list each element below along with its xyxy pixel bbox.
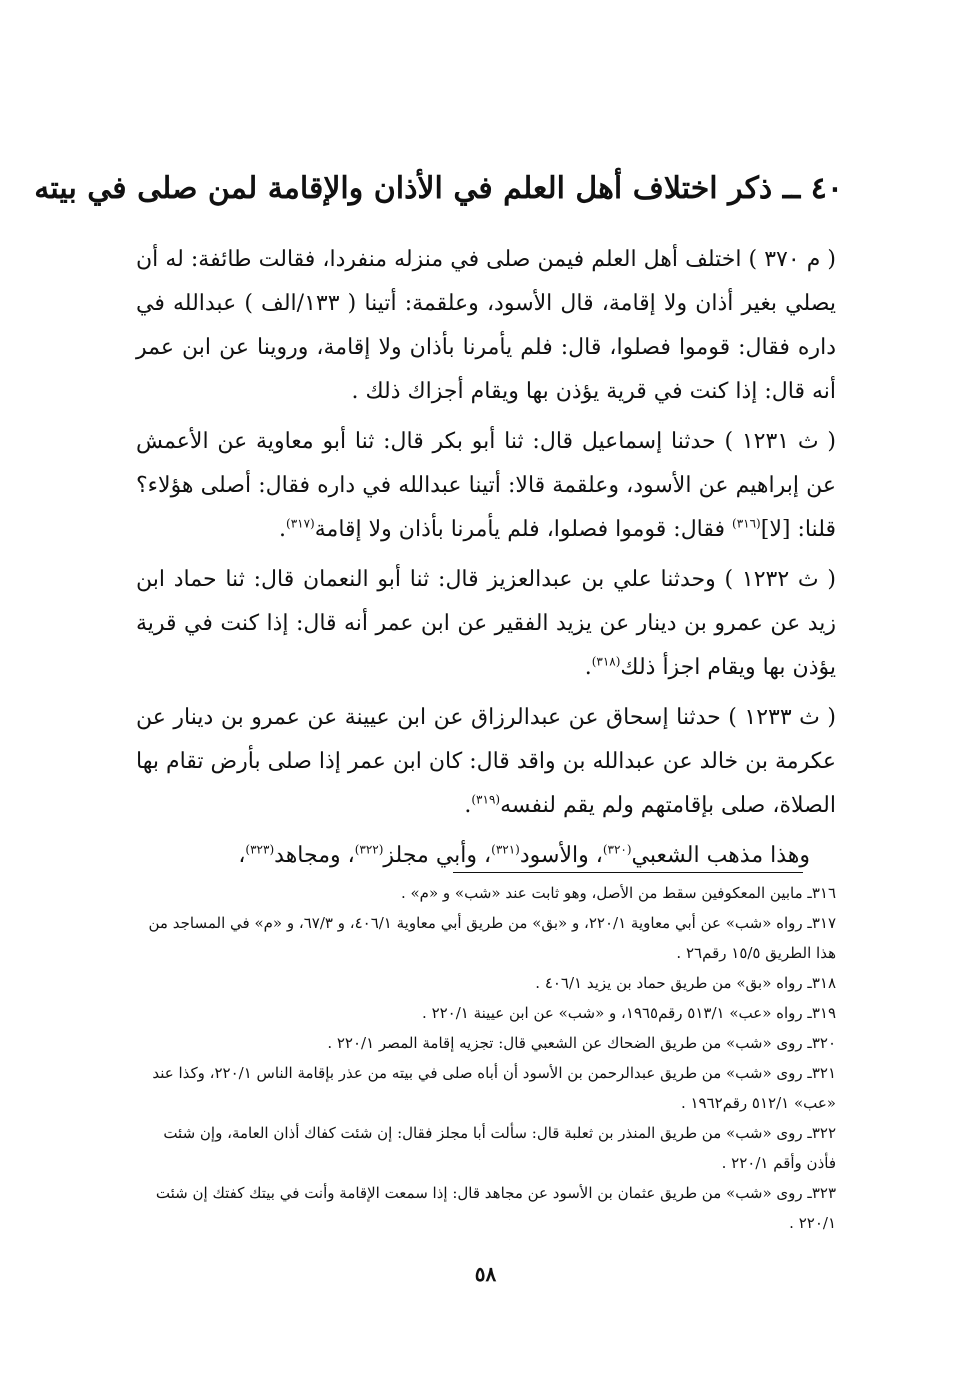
main-text (136, 238, 836, 884)
footnote-ref-319: (٣١٩) (471, 792, 501, 807)
paragraph-4-end: . (464, 793, 472, 818)
paragraph-5-c: ، وأبي مجلز (383, 843, 492, 868)
paragraph-4 (136, 696, 836, 828)
paragraph-5-b: ، والأسود (519, 843, 603, 868)
footnote-321: ٣٢١ـ روى «شب» من طريق عبدالرحمن بن الأسود أن أباه صلى في بيته من عذر بإقامة الناس ٢٢٠/١، وكذا عند «عب» ٥١٢/١ رقم١٩٦٢ . (152, 1064, 836, 1112)
paragraph-2 (136, 420, 836, 552)
footnote-322: ٣٢٢ـ روى «شب» من طريق المنذر بن ثعلبة قال: سألت أبا مجلز فقال: إن شئت كفاك أذان العامة، وإن شئت فأذن وأقم ٢٢٠/١ . (163, 1124, 836, 1172)
footnote-ref-317: (٣١٧) (286, 516, 315, 531)
paragraph-2-text-b: فقال: قوموا فصلوا، فلم يأمرنا بأذان ولا إقامة (314, 517, 733, 542)
footnote-ref-318: (٣١٨) (591, 654, 621, 669)
paragraph-5-a: وهذا مذهب الشعبي (631, 843, 810, 868)
footnote-ref-316: (٣١٦) (732, 516, 761, 531)
footnote-ref-321: (٣٢١) (491, 842, 520, 857)
paragraph-4-text: ( ث ١٢٣٣ ) حدثنا إسحاق عن عبدالرزاق عن ابن عيينة عن عمرو بن دينار عن عكرمة بن خالد عن عبدالله بن واقد قال: كان ابن عمر إذا صلى بأرض تقام بها الصلاة، صلى بإقامتهم ولم يقم لنفسه (136, 705, 836, 818)
footnote-ref-322: (٣٢٢) (354, 842, 384, 857)
footnote-319: ٣١٩ـ رواه «عب» ٥١٣/١ رقم١٩٦٥، و «شب» عن ابن عيينة ٢٢٠/١ . (422, 1004, 836, 1022)
page-number: ٥٨ (474, 1262, 497, 1286)
footnote-317: ٣١٧ـ رواه «شب» عن أبي معاوية ٢٢٠/١، و «بق» من طريق أبي معاوية ٤٠٦/١، و ٦٧/٣، و «م» في المساجد من هذا الطريق ١٥/٥ رقم٢٦ . (148, 914, 836, 962)
paragraph-2-end: . (279, 517, 287, 542)
paragraph-1: ( م ٣٧٠ ) اختلف أهل العلم فيمن صلى في منزله منفردا، فقالت طائفة: له أن يصلي بغير أذان ولا إقامة، قال الأسود، وعلقمة: أتينا ( ١٣٣/الف ) عبدالله في داره فقال: قوموا فصلوا، قال: فلم يأمرنا بأذان ولا إقامة، وروينا عن ابن عمر أنه قال: إذا كنت في قرية يؤذن بها ويقام أجزاك ذلك . (136, 247, 837, 404)
footnote-318: ٣١٨ـ رواه «بق» من طريق حماد بن يزيد ٤٠٦/١ . (535, 974, 836, 992)
footnote-ref-320: (٣٢٠) (602, 842, 632, 857)
paragraph-3-end: . (584, 655, 592, 680)
paragraph-3-text: ( ث ١٢٣٢ ) وحدثنا علي بن عبدالعزيز قال: ثنا أبو النعمان قال: ثنا حماد ابن زيد عن عمرو بن دينار عن يزيد الفقير عن ابن عمر أنه قال: إذا كنت في قرية يؤذن بها ويقام اجزأ ذلك (136, 567, 837, 680)
footnote-separator (453, 872, 803, 873)
footnote-320: ٣٢٠ـ روى «شب» من طريق الضحاك عن الشعبي قال: تجزيه إقامة المصر ٢٢٠/١ . (327, 1034, 836, 1052)
paragraph-2-text: ( ث ١٢٣١ ) حدثنا إسماعيل قال: ثنا أبو بكر قال: ثنا أبو معاوية عن الأعمش عن إبراهيم عن الأسود، وعلقمة قالا: أتينا عبدالله في داره فقال: أصلى هؤلاء؟ قلنا: [لا] (136, 429, 836, 542)
footnotes (136, 878, 836, 1238)
paragraph-5-d: ، ومجاهد (274, 843, 355, 868)
paragraph-5-e: ، (238, 843, 246, 868)
footnote-316: ٣١٦ـ مابين المعكوفين سقط من الأصل، وهو ثابت عند «شب» و «م» . (400, 884, 836, 902)
footnote-323: ٣٢٣ـ روى «شب» من طريق عثمان بن الأسود عن مجاهد قال: إذا سمعت الإقامة وأنت في بيتك كفتك إن شئت ٢٢٠/١ . (155, 1184, 836, 1232)
footnote-ref-323: (٣٢٣) (245, 842, 275, 857)
paragraph-3 (136, 558, 836, 690)
section-heading: ٤٠ ــ ذكر اختلاف أهل العلم في الأذان والإقامة لمن صلى في بيته (34, 171, 843, 206)
